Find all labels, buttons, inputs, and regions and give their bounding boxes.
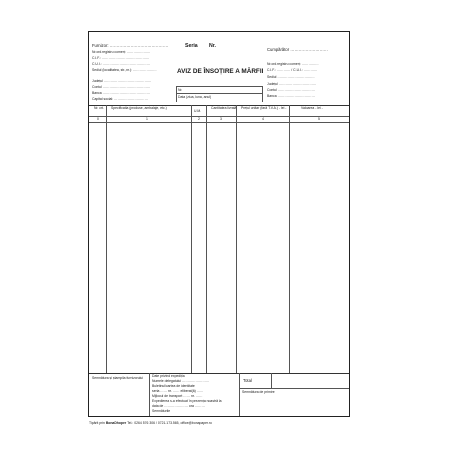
- nr-label: Nr.: [209, 43, 216, 49]
- header-nr-crt: Nr. crt.: [94, 106, 104, 110]
- column-line: [191, 105, 192, 373]
- header-cantitatea: Cantitatea livrată: [211, 106, 237, 110]
- furnizor-banca-field: Banca ……………………………………: [92, 91, 151, 95]
- semnatura-primire-label: Semnătura de primire: [242, 390, 275, 394]
- bottom-divider: [271, 373, 272, 388]
- bottom-divider: [239, 373, 240, 416]
- cumparator-cif-cui-field: C.I.F.: ………… / C.U.I.: …………: [267, 68, 318, 72]
- column-line: [106, 105, 107, 373]
- header-divider: [89, 116, 349, 117]
- column-line: [236, 105, 237, 373]
- cumparator-registru-field: Nr.ord.registru comerț: ……………: [267, 62, 319, 66]
- expedierea-field: Expedierea s-a efectuat în prezența noastră la: [152, 399, 222, 403]
- furnizor-cif-field: C.I.F.: ……………………………………: [92, 56, 150, 60]
- divider: [176, 86, 262, 87]
- seria-label: Seria: [185, 43, 198, 49]
- expeditie-title: Date privind expediția: [152, 374, 185, 378]
- delegat-field: Numele delegatului ……………………: [152, 379, 210, 383]
- total-label: Total: [243, 378, 252, 383]
- furnizor-contul-field: Contul ……………………………………: [92, 85, 151, 89]
- bottom-divider: [149, 373, 150, 416]
- cumparator-judetul-field: Județul ……………………………: [267, 82, 317, 86]
- footer-tiparit: Tipărit prin: [89, 421, 105, 425]
- aviz-form: [88, 31, 350, 417]
- document-title: AVIZ DE ÎNSOȚIRE A MĂRFII: [177, 68, 264, 75]
- header-specificatia: Specificatia (produse, ambalaje, etc.): [111, 106, 167, 110]
- mijloc-transport-field: Mijlocul de transport …… nr. ……: [152, 394, 203, 398]
- col-number-3: 3: [220, 117, 222, 121]
- cumparator-sediul-field: Sediul ……………………………: [267, 75, 315, 79]
- capital-social-field: Capital social: …………………………: [92, 97, 148, 101]
- divider: [176, 93, 262, 94]
- furnizor-sediul-field: Sediul (localitatea, str.,nr.): …………………: [92, 68, 157, 72]
- data-ora-field: data de ………………… ora ………: [152, 404, 205, 408]
- col-number-4: 4: [262, 117, 264, 121]
- col-number-2: 2: [198, 117, 200, 121]
- table-bottom-border: [89, 373, 349, 374]
- footer-contact: Tel.: 0264 576 306 / 0721.173.565, office@bonapaper.ro: [127, 421, 212, 425]
- column-line: [206, 105, 207, 373]
- footer: [89, 421, 212, 425]
- furnizor-judetul-field: Județul ……………………………………: [92, 79, 152, 83]
- seria-nr-field: seria …… nr. …… eliberat(ă) ……: [152, 389, 204, 393]
- furnizor-registru-field: Nr.ord.registru comerț: …………………: [92, 50, 151, 54]
- cumparator-banca-field: Banca ……………………………: [267, 94, 315, 98]
- col-number-divider: [89, 122, 349, 123]
- divider: [262, 86, 263, 102]
- cumparator-contul-field: Contul ……………………………: [267, 88, 316, 92]
- header-valoarea: Valoarea - lei -: [301, 106, 323, 110]
- header-pret-unitar: Prețul unitar (fară T.V.A.) - lei -: [241, 106, 287, 110]
- col-number-5: 5: [318, 117, 320, 121]
- furnizor-cui-field: C.U.I.: ……………………………………: [92, 62, 151, 66]
- col-number-1: 1: [146, 117, 148, 121]
- data-field: Data (ziua, luna, anul): [178, 95, 212, 99]
- buletin-field: Buletinul/cartea de identitate: [152, 384, 195, 388]
- header-um: U.M.: [194, 109, 202, 113]
- furnizor-field: Furnizor: ……………………………………: [92, 43, 169, 48]
- cumparator-field: Cumpărător ………………………: [267, 47, 328, 52]
- col-number-0: 0: [97, 117, 99, 121]
- semnaturile-label: Semnăturile: [152, 409, 171, 413]
- bottom-divider: [239, 388, 349, 389]
- nr-field: Nr.: [178, 88, 183, 92]
- semnatura-furnizor-label: Semnătura și ștampila furnizorului: [92, 376, 144, 380]
- footer-brand: BonaDhoper: [105, 421, 127, 425]
- column-line: [289, 105, 290, 373]
- divider: [176, 86, 177, 102]
